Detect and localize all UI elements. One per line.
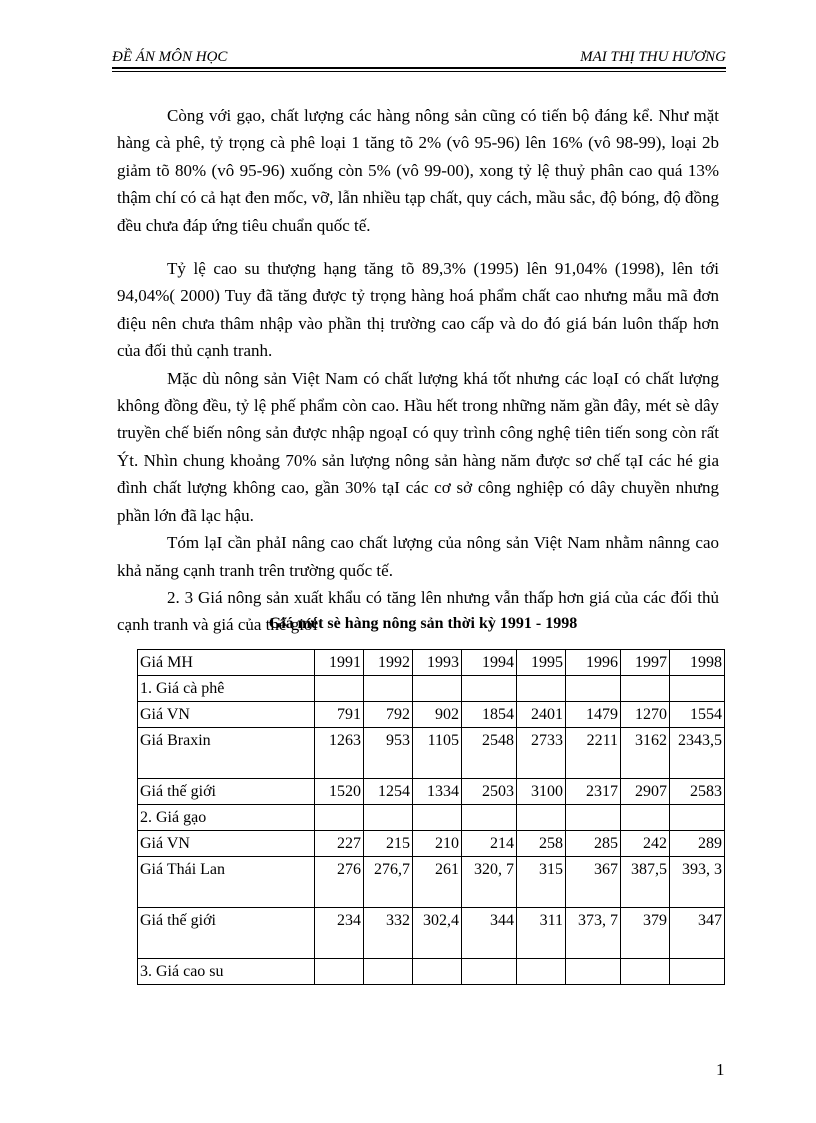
table-cell bbox=[413, 676, 462, 702]
table-cell: 3. Giá cao su bbox=[138, 959, 315, 985]
table-cell: 2907 bbox=[621, 779, 670, 805]
table-cell: 320, 7 bbox=[462, 857, 517, 908]
table-cell: Giá thế giới bbox=[138, 779, 315, 805]
table-cell: 276,7 bbox=[364, 857, 413, 908]
table-cell bbox=[364, 959, 413, 985]
table-title: Giá mét sè hàng nông sản thời kỳ 1991 - 1998 bbox=[268, 615, 578, 632]
table-header-cell: 1991 bbox=[315, 650, 364, 676]
table-cell bbox=[621, 805, 670, 831]
table-cell: 367 bbox=[566, 857, 621, 908]
table-header-cell: 1994 bbox=[462, 650, 517, 676]
table-row bbox=[138, 728, 725, 779]
table-header-cell: 1997 bbox=[621, 650, 670, 676]
table-cell: 242 bbox=[621, 831, 670, 857]
table-row-rubber-section bbox=[138, 959, 725, 985]
table-cell: 289 bbox=[670, 831, 725, 857]
table-cell: 2401 bbox=[517, 702, 566, 728]
table-cell: 214 bbox=[462, 831, 517, 857]
table-row bbox=[138, 908, 725, 959]
table-cell: 2733 bbox=[517, 728, 566, 779]
table-header-cell: Giá MH bbox=[138, 650, 315, 676]
table-cell: 2317 bbox=[566, 779, 621, 805]
page-number: 1 bbox=[716, 1060, 725, 1079]
table-cell: 2343,5 bbox=[670, 728, 725, 779]
table-cell: 332 bbox=[364, 908, 413, 959]
table-cell: 227 bbox=[315, 831, 364, 857]
table-cell bbox=[670, 959, 725, 985]
table-cell: 3100 bbox=[517, 779, 566, 805]
table-header-cell: 1993 bbox=[413, 650, 462, 676]
table-cell bbox=[517, 676, 566, 702]
table-cell: Giá Braxin bbox=[138, 728, 315, 779]
table-cell: 1254 bbox=[364, 779, 413, 805]
header-author-name: MAI THỊ THU HƯƠNG bbox=[580, 49, 726, 65]
table-cell: 792 bbox=[364, 702, 413, 728]
table-cell bbox=[517, 959, 566, 985]
table-cell bbox=[670, 676, 725, 702]
table-cell: 1554 bbox=[670, 702, 725, 728]
table-cell bbox=[364, 676, 413, 702]
table-cell bbox=[364, 805, 413, 831]
paragraph-processing: Mặc dù nông sản Việt Nam có chất lượng khá tốt nhưng các loạI có chất lượng không đồng đều, tỷ lệ phế phẩm còn cao. Hầu hết trong những năm gần đây, mét sè dây truyền chế biến nông sản được nhập ngoạI có quy trình công nghệ tiên tiến song còn rất Ýt. Nhìn chung khoảng 70% sản lượng nông sản hàng năm được sơ chế tạI các hé gia đình chất lượng không cao, gần 30% tạI các cơ sở công nghiệp có dây chuyền nhưng phần lớn đã lạc hậu. bbox=[117, 368, 719, 525]
table-cell bbox=[462, 676, 517, 702]
table-row bbox=[138, 831, 725, 857]
table-cell bbox=[621, 959, 670, 985]
header-rule-thin bbox=[112, 71, 726, 72]
paragraph-coffee-quality: Còng với gạo, chất lượng các hàng nông sản cũng có tiến bộ đáng kể. Như mặt hàng cà phê, tỷ trọng cà phê loại 1 tăng tõ 2% (vô 95-96) lên 16% (vô 98-99), loại 2b giảm tõ 80% (vô 95-96) xuống còn 5% (vô 99-00), xong tỷ lệ thuỷ phân cao quá 13% thậm chí có cả hạt đen mốc, vỡ, lẫn nhiều tạp chất, quy cách, mầu sắc, độ bóng, độ đồng đều chưa đáp ứng tiêu chuẩn quốc tế. bbox=[117, 106, 719, 235]
table-cell: 2. Giá gạo bbox=[138, 805, 315, 831]
table-cell: 1. Giá cà phê bbox=[138, 676, 315, 702]
table-cell: 234 bbox=[315, 908, 364, 959]
table-cell: 276 bbox=[315, 857, 364, 908]
header-rule-thick bbox=[112, 67, 726, 69]
table-cell: 791 bbox=[315, 702, 364, 728]
table-cell bbox=[315, 805, 364, 831]
table-row-rice-section bbox=[138, 805, 725, 831]
table-cell: 311 bbox=[517, 908, 566, 959]
table-cell: 285 bbox=[566, 831, 621, 857]
table-cell: 215 bbox=[364, 831, 413, 857]
table-cell: 302,4 bbox=[413, 908, 462, 959]
table-cell bbox=[315, 676, 364, 702]
table-cell: 315 bbox=[517, 857, 566, 908]
table-cell bbox=[462, 959, 517, 985]
table-cell bbox=[462, 805, 517, 831]
table-cell bbox=[413, 805, 462, 831]
table-cell bbox=[566, 959, 621, 985]
table-cell: 1334 bbox=[413, 779, 462, 805]
paragraph-section-heading: 2. 3 Giá nông sản xuất khẩu có tăng lên nhưng vẫn thấp hơn giá của các đối thủ cạnh tranh và giá của thế giới bbox=[117, 587, 719, 635]
table-cell bbox=[315, 959, 364, 985]
table-cell bbox=[670, 805, 725, 831]
table-cell: 1479 bbox=[566, 702, 621, 728]
table-cell: 2503 bbox=[462, 779, 517, 805]
table-cell: 344 bbox=[462, 908, 517, 959]
table-cell: 387,5 bbox=[621, 857, 670, 908]
table-row bbox=[138, 779, 725, 805]
table-cell bbox=[517, 805, 566, 831]
table-cell: 953 bbox=[364, 728, 413, 779]
table-row-coffee-section bbox=[138, 676, 725, 702]
table-cell: 261 bbox=[413, 857, 462, 908]
table-cell: 2211 bbox=[566, 728, 621, 779]
table-cell: 1270 bbox=[621, 702, 670, 728]
table-header-cell: 1998 bbox=[670, 650, 725, 676]
table-header-row bbox=[138, 650, 725, 676]
table-cell: 1520 bbox=[315, 779, 364, 805]
table-cell: Giá Thái Lan bbox=[138, 857, 315, 908]
table-cell: Giá thế giới bbox=[138, 908, 315, 959]
price-table bbox=[137, 649, 725, 985]
table-cell bbox=[566, 805, 621, 831]
table-cell: 902 bbox=[413, 702, 462, 728]
table-cell: Giá VN bbox=[138, 702, 315, 728]
header-course-title: ĐỀ ÁN MÔN HỌC bbox=[112, 49, 228, 65]
table-cell: 1263 bbox=[315, 728, 364, 779]
table-cell: 393, 3 bbox=[670, 857, 725, 908]
paragraph-conclusion: Tóm lạI cần phảI nâng cao chất lượng của nông sản Việt Nam nhằm nânng cao khả năng cạnh tranh trên trường quốc tế. bbox=[117, 533, 719, 580]
table-cell: 347 bbox=[670, 908, 725, 959]
table-cell bbox=[413, 959, 462, 985]
table-cell bbox=[566, 676, 621, 702]
body-text bbox=[117, 102, 719, 639]
table-cell: 379 bbox=[621, 908, 670, 959]
table-cell: 373, 7 bbox=[566, 908, 621, 959]
table-row bbox=[138, 857, 725, 908]
table-header-cell: 1996 bbox=[566, 650, 621, 676]
table-cell bbox=[621, 676, 670, 702]
table-cell: 1105 bbox=[413, 728, 462, 779]
table-cell: 1854 bbox=[462, 702, 517, 728]
table-cell: Giá VN bbox=[138, 831, 315, 857]
table-header-cell: 1992 bbox=[364, 650, 413, 676]
table-cell: 3162 bbox=[621, 728, 670, 779]
table-cell: 210 bbox=[413, 831, 462, 857]
table-header-cell: 1995 bbox=[517, 650, 566, 676]
paragraph-rubber-quality: Tỷ lệ cao su thượng hạng tăng tõ 89,3% (1995) lên 91,04% (1998), lên tới 94,04%( 2000) Tuy đã tăng được tỷ trọng hàng hoá phẩm chất cao nhưng mẫu mã đơn điệu nên chưa thâm nhập vào phần thị trường cao cấp và do đó giá bán luôn thấp hơn của đối thủ cạnh tranh. bbox=[117, 259, 719, 361]
table-cell: 258 bbox=[517, 831, 566, 857]
table-row bbox=[138, 702, 725, 728]
page-header bbox=[112, 48, 726, 68]
table-cell: 2583 bbox=[670, 779, 725, 805]
table-cell: 2548 bbox=[462, 728, 517, 779]
